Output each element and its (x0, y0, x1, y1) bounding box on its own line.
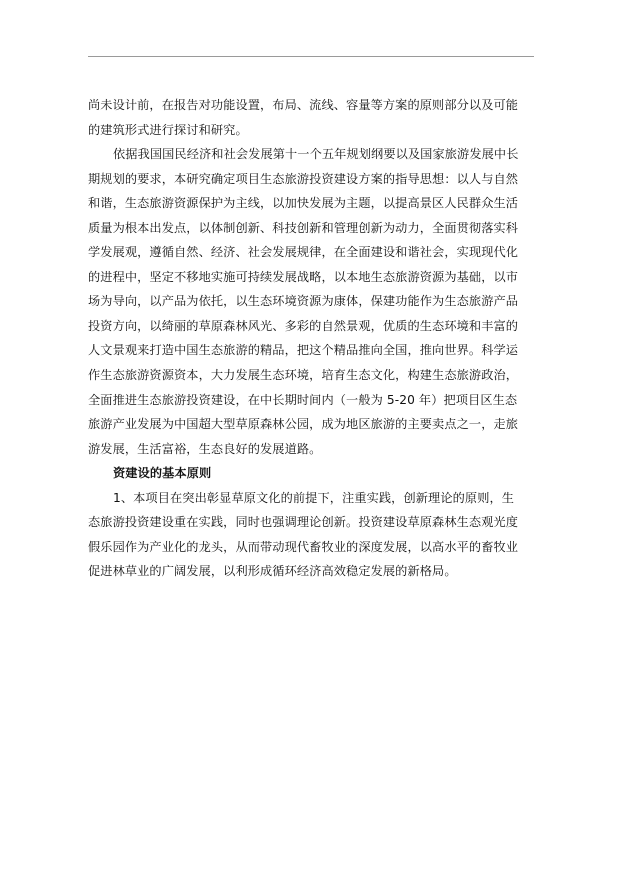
paragraph-line: 学发展观，遵循自然、经济、社会发展规律，在全面建设和谐社会，实现现代化 (88, 245, 519, 260)
paragraph-line: 人文景观来打造中国生态旅游的精品，把这个精品推向全国，推向世界。科学运 (88, 343, 519, 358)
paragraph-line: 期规划的要求，本研究确定项目生态旅游投资建设方案的指导思想：以人与自然 (88, 171, 519, 186)
paragraph-line: 场为导向，以产品为依托，以生态环境资源为康体，保建功能作为生态旅游产品 (88, 294, 519, 309)
paragraph-2 (88, 142, 534, 461)
paragraph-line: 的进程中，坚定不移地实施可持续发展战略，以本地生态旅游资源为基础，以市 (88, 269, 519, 284)
paragraph-line: 的建筑形式进行探讨和研究。 (88, 122, 248, 137)
section-heading: 资建设的基本原则 (113, 466, 212, 481)
paragraph-line: 1、本项目在突出彰显草原文化的前提下，注重实践，创新理论的原则，生 (113, 490, 515, 505)
paragraph-line: 尚未设计前，在报告对功能设置，布局、流线、容量等方案的原则部分以及可能 (88, 98, 519, 112)
header-rule (88, 56, 534, 57)
paragraph-3 (88, 486, 534, 584)
document-body (88, 93, 534, 584)
paragraph-line: 促进林草业的广阔发展，以利形成循环经济高效稳定发展的新格局。 (88, 564, 457, 579)
paragraph-line: 游发展，生活富裕，生态良好的发展道路。 (88, 441, 322, 456)
paragraph-line: 投资方向，以绮丽的草原森林风光、多彩的自然景观，优质的生态环境和丰富的 (88, 318, 519, 333)
paragraph-line: 和谐，生态旅游资源保护为主线，以加快发展为主题，以提高景区人民群众生活 (88, 196, 519, 211)
paragraph-line: 依据我国国民经济和社会发展第十一个五年规划纲要以及国家旅游发展中长 (113, 147, 519, 162)
paragraph-line: 质量为根本出发点，以体制创新、科技创新和管理创新为动力，全面贯彻落实科 (88, 220, 519, 235)
paragraph-line: 全面推进生态旅游投资建设，在中长期时间内（一般为 5-20 年）把项目区生态 (88, 392, 518, 407)
paragraph-line: 旅游产业发展为中国超大型草原森林公园，成为地区旅游的主要卖点之一，走旅 (88, 417, 519, 432)
paragraph-line: 假乐园作为产业化的龙头，从而带动现代畜牧业的深度发展，以高水平的畜牧业 (88, 539, 519, 554)
paragraph-line: 态旅游投资建设重在实践，同时也强调理论创新。投资建设草原森林生态观光度 (88, 515, 519, 530)
paragraph-line: 作生态旅游资源资本，大力发展生态环境，培育生态文化，构建生态旅游政治， (88, 368, 519, 383)
paragraph-1 (88, 93, 534, 142)
